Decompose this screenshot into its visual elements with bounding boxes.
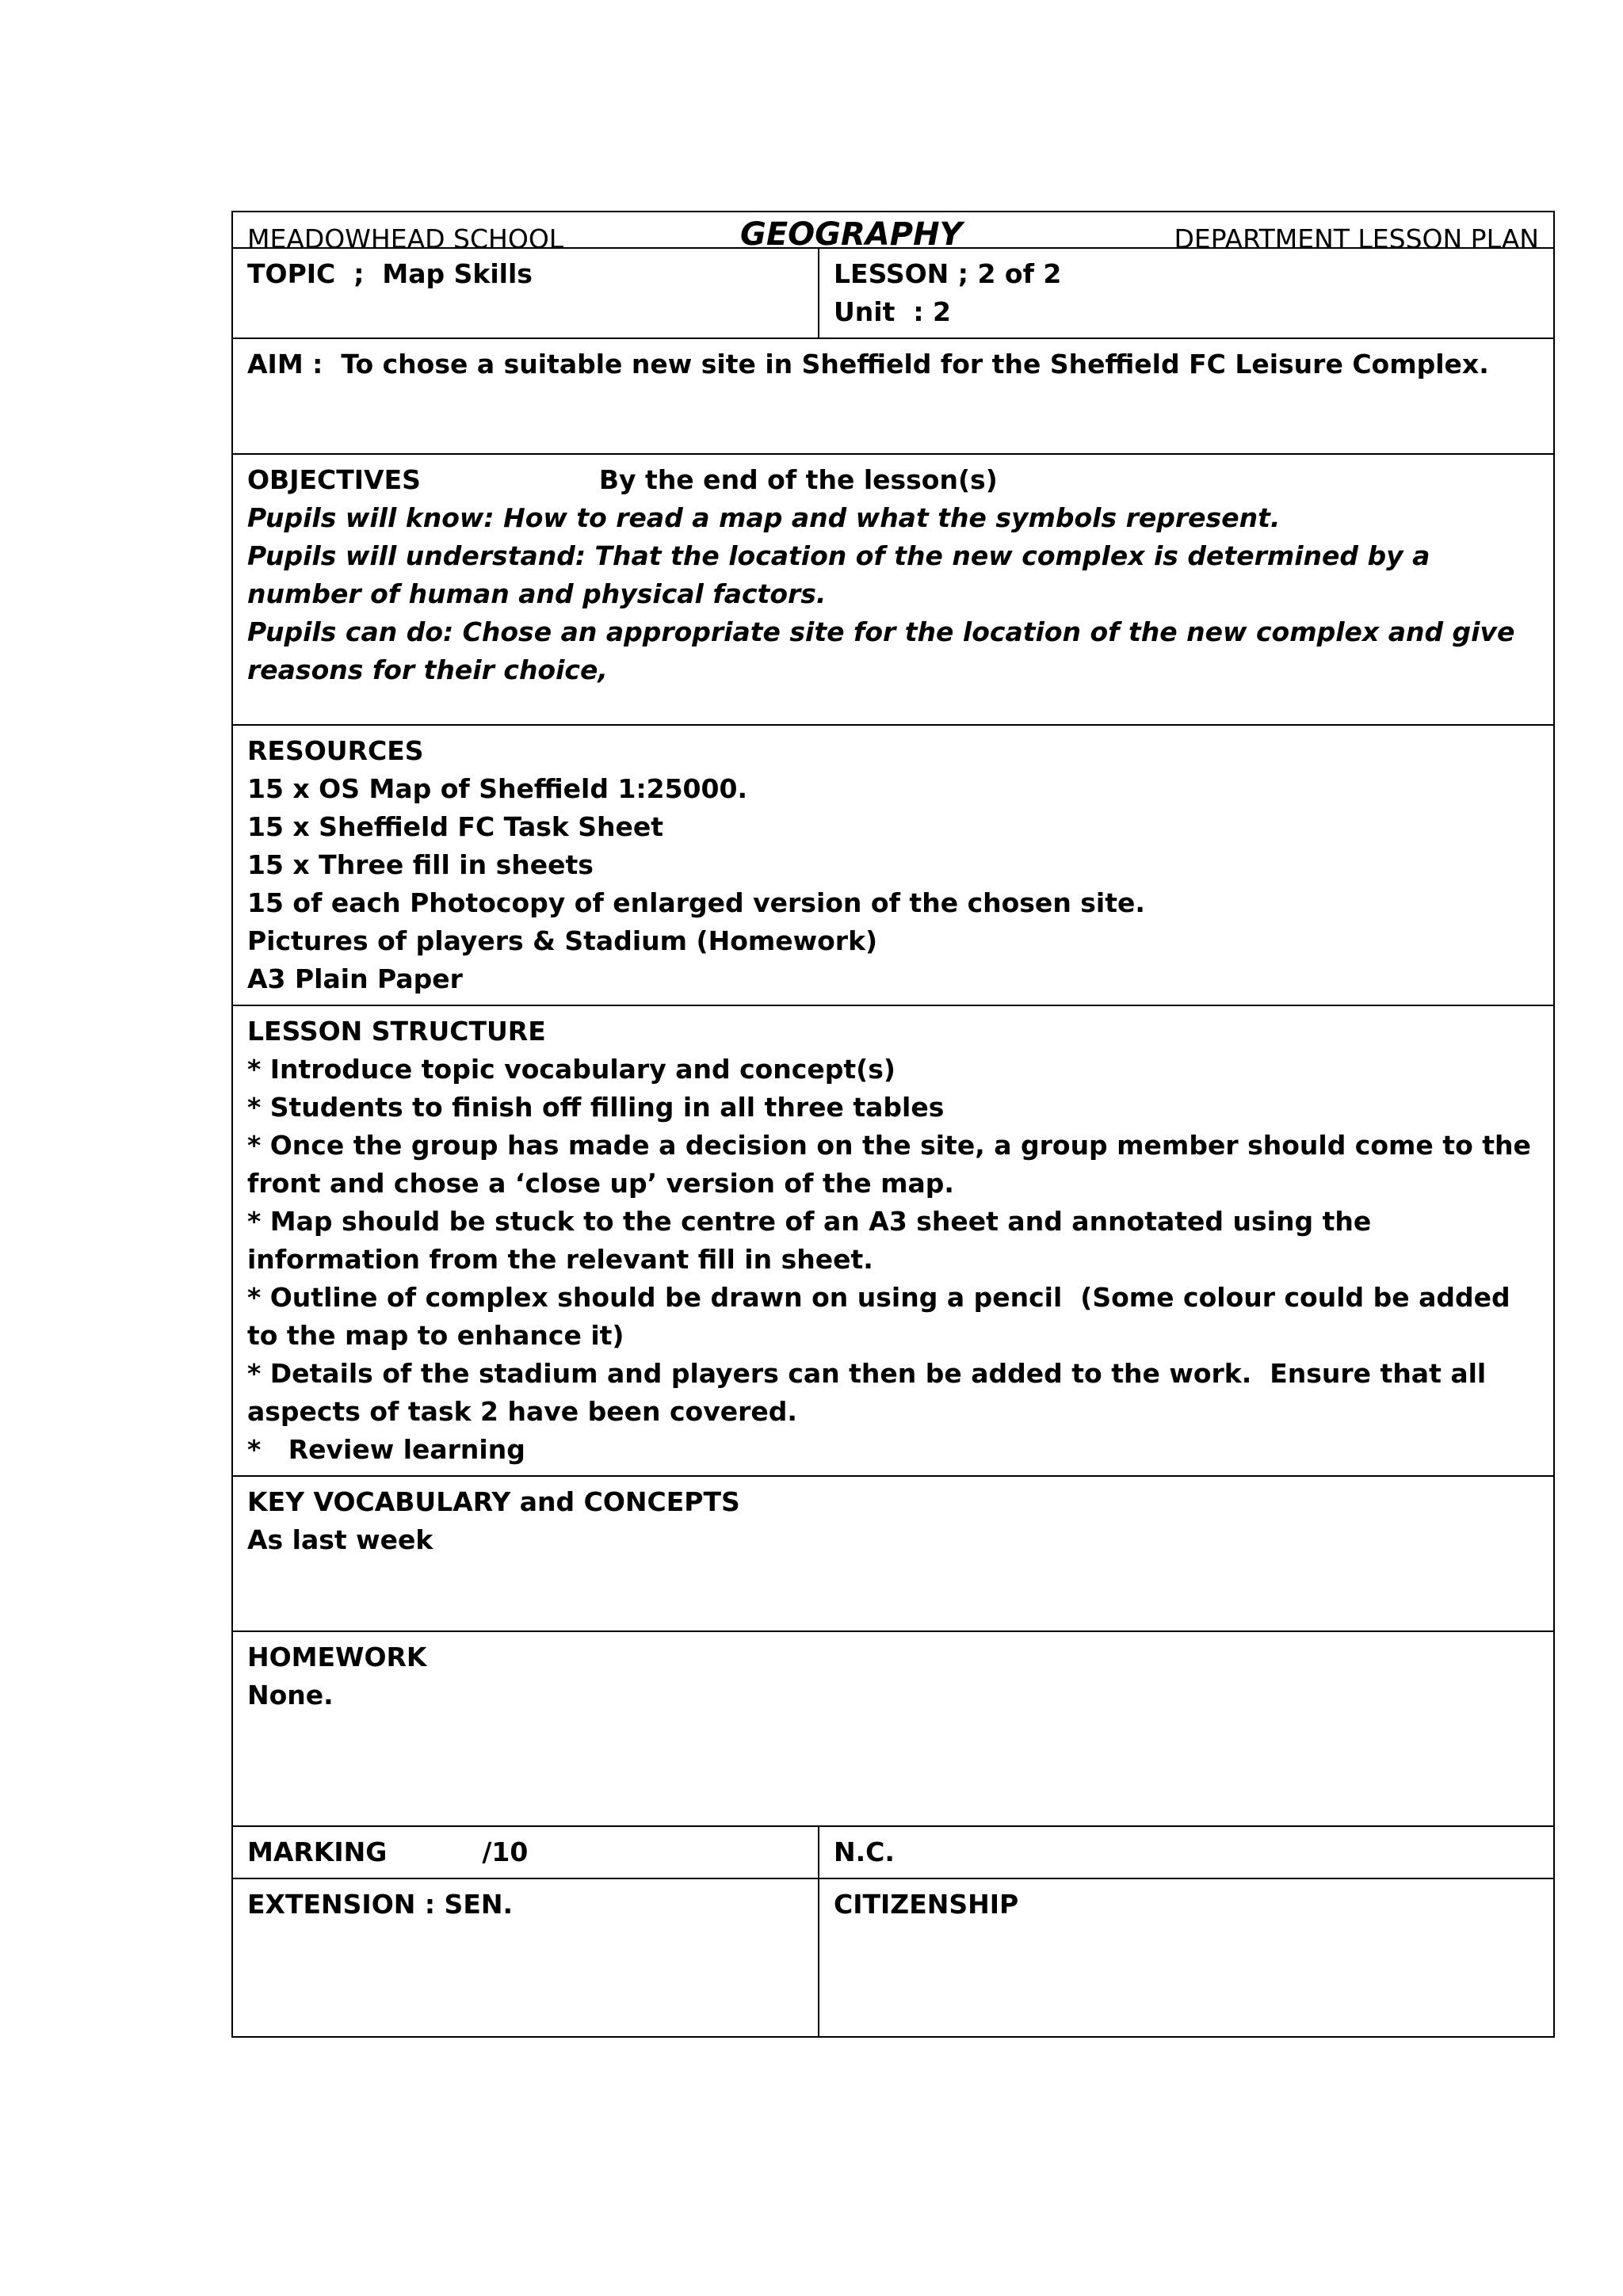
topic-cell (232, 248, 819, 338)
citizenship-cell (819, 1878, 1554, 2037)
resource-item: 15 of each Photocopy of enlarged version of the chosen site. (247, 887, 1145, 918)
objectives-heading-line (247, 461, 1539, 499)
vocabulary-text: As last week (247, 1524, 433, 1555)
resource-item: 15 x OS Map of Sheffield 1:25000. (247, 773, 747, 804)
resources-row (232, 725, 1554, 1005)
structure-step: * Once the group has made a decision on the site, a group member should come to the front and chose a ‘close up’ version of the map. (247, 1130, 1541, 1199)
homework-cell (232, 1631, 1554, 1826)
topic-label: TOPIC ; Map Skills (247, 258, 533, 289)
extension-label: EXTENSION : SEN. (247, 1889, 514, 1920)
resource-item: 15 x Three fill in sheets (247, 849, 594, 880)
homework-heading: HOMEWORK (247, 1642, 427, 1672)
resource-item: A3 Plain Paper (247, 963, 463, 994)
school-name: MEADOWHEAD SCHOOL (247, 223, 564, 254)
structure-step: * Students to finish off filling in all three tables (247, 1092, 945, 1123)
lesson-plan-table (231, 211, 1555, 2038)
vocabulary-heading: KEY VOCABULARY and CONCEPTS (247, 1486, 740, 1517)
homework-row (232, 1631, 1554, 1826)
objective-understand: Pupils will understand: That the location of the new complex is determined by a number of human and physical factors. (247, 540, 1439, 609)
nc-label: N.C. (834, 1836, 895, 1867)
structure-step: * Outline of complex should be drawn on using a pencil (Some colour could be added to the map to enhance it) (247, 1282, 1520, 1351)
nc-cell (819, 1826, 1554, 1878)
aim-cell (232, 338, 1554, 454)
marking-row (232, 1826, 1554, 1878)
resource-item: 15 x Sheffield FC Task Sheet (247, 811, 664, 842)
aim-row (232, 338, 1554, 454)
lesson-structure-heading: LESSON STRUCTURE (247, 1016, 546, 1047)
structure-step: * Details of the stadium and players can then be added to the work. Ensure that all aspects of task 2 have been covered. (247, 1358, 1495, 1427)
objectives-subheading: By the end of the lesson(s) (598, 464, 998, 495)
lesson-structure-cell (232, 1005, 1554, 1476)
structure-step: * Review learning (247, 1434, 525, 1465)
objectives-cell (232, 454, 1554, 725)
structure-step: * Introduce topic vocabulary and concept(s) (247, 1054, 896, 1085)
extension-cell (232, 1878, 819, 2037)
topic-row (232, 248, 1554, 338)
objectives-row (232, 454, 1554, 725)
header-cell (232, 212, 1554, 254)
vocabulary-row (232, 1476, 1554, 1631)
resources-cell (232, 725, 1554, 1005)
lesson-structure-row (232, 1005, 1554, 1476)
marking-label: MARKING (247, 1836, 388, 1867)
citizenship-label: CITIZENSHIP (834, 1889, 1019, 1920)
subject-title: GEOGRAPHY (740, 216, 963, 253)
marking-score: /10 (482, 1836, 529, 1867)
aim-text: AIM : To chose a suitable new site in Sheffield for the Sheffield FC Leisure Complex. (247, 349, 1489, 379)
lesson-number: LESSON ; 2 of 2 (834, 258, 1062, 289)
resources-heading: RESOURCES (247, 735, 424, 766)
homework-text: None. (247, 1680, 334, 1711)
department-title: DEPARTMENT LESSON PLAN (1174, 223, 1539, 254)
extension-row (232, 1878, 1554, 2037)
objective-can-do: Pupils can do: Chose an appropriate site for the location of the new complex and give reasons for their choice, (247, 616, 1524, 685)
header-row (232, 212, 1554, 248)
structure-step: * Map should be stuck to the centre of an A3 sheet and annotated using the information from the relevant fill in sheet. (247, 1206, 1381, 1275)
objectives-heading: OBJECTIVES (247, 464, 421, 495)
objective-know: Pupils will know: How to read a map and what the symbols represent. (247, 502, 1281, 533)
vocabulary-cell (232, 1476, 1554, 1631)
lesson-cell (819, 248, 1554, 338)
resource-item: Pictures of players & Stadium (Homework) (247, 925, 878, 956)
unit-number: Unit : 2 (834, 296, 952, 327)
marking-cell (232, 1826, 819, 1878)
